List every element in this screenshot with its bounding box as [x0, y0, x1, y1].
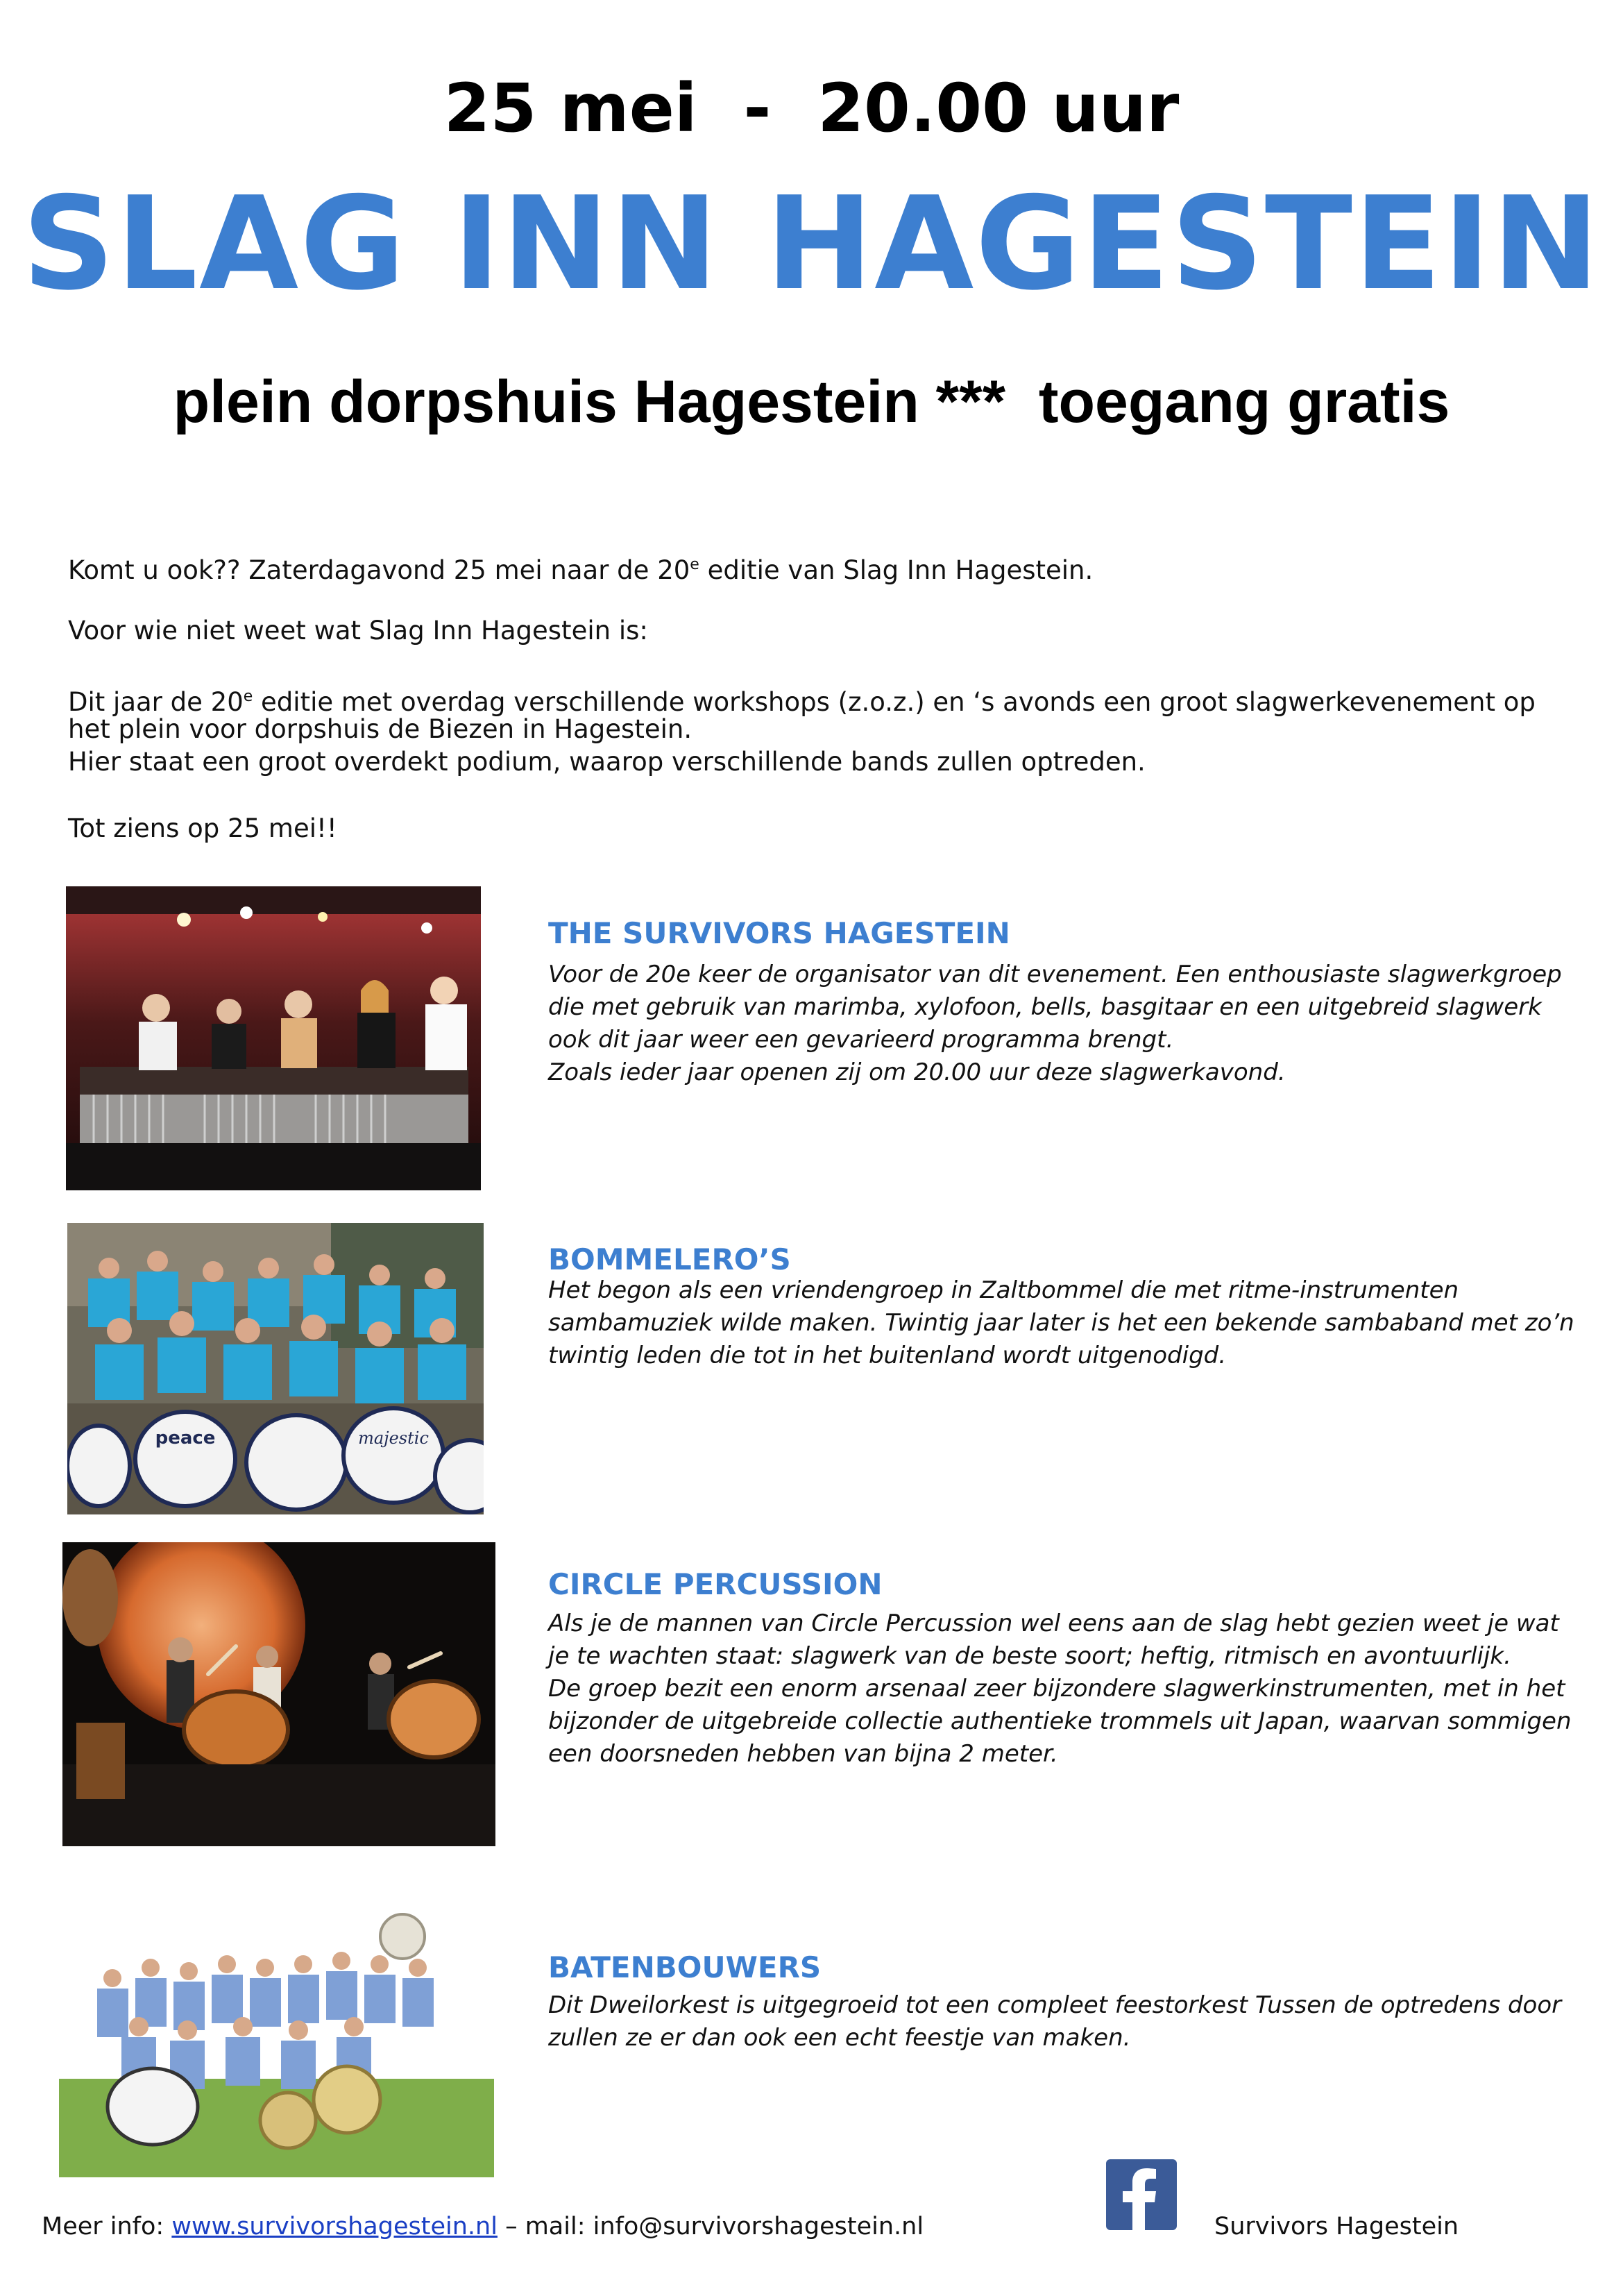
band-title-batenbouwers: BATENBOUWERS — [548, 1950, 822, 1984]
survivors-photo — [66, 886, 481, 1190]
intro-line-4: het plein voor dorpshuis de Biezen in Hagestein. — [68, 714, 692, 744]
band-desc-circle-percussion: Als je de mannen van Circle Percussion wel eens aan de slag hebt gezien weet je wat je te wachten staat: slagwerk van de beste soort; heftig, ritmisch en avontuurlijk. De groep bezit een enorm arsenaal zeer bijzondere slagwerkinstrumenten, met in het bijzonder de uitgebreide collectie authentieke trommels uit Japan, waarvan sommigen een doorsneden hebben van bijna 2 meter. — [548, 1610, 1572, 1768]
facebook-page-name: Survivors Hagestein — [1214, 2213, 1459, 2240]
intro-line-3: Dit jaar de 20e editie met overdag verschillende workshops (z.o.z.) en ‘s avonds een groot slagwerkevenement op — [68, 687, 1536, 717]
footer-prefix: Meer info: — [42, 2213, 172, 2240]
batenbouwers-photo — [59, 1905, 494, 2177]
intro-line-5: Hier staat een groot overdekt podium, waarop verschillende bands zullen optreden. — [68, 747, 1146, 777]
footer-info — [42, 2213, 924, 2240]
band-title-bommeleros: BOMMELERO’S — [548, 1242, 791, 1276]
band-desc-batenbouwers: Dit Dweilorkest is uitgegroeid tot een compleet feestorkest Tussen de optredens door zullen ze er dan ook een echt feestje van maken. — [548, 1991, 1562, 2052]
band-title-circle-percussion: CIRCLE PERCUSSION — [548, 1567, 883, 1601]
footer-mail: – mail: info@survivorshagestein.nl — [497, 2213, 924, 2240]
intro-line-2: Voor wie niet weet wat Slag Inn Hagestein is: — [68, 616, 648, 645]
facebook-icon[interactable] — [1106, 2159, 1177, 2230]
website-link[interactable]: www.survivorshagestein.nl — [171, 2213, 498, 2240]
drum-label-peace: peace — [155, 1428, 216, 1449]
circle-percussion-photo — [62, 1542, 495, 1846]
band-desc-bommeleros: Het begon als een vriendengroep in Zaltbommel die met ritme-instrumenten sambamuziek wilde maken. Twintig jaar later is het een bekende sambaband met zo’n twintig leden die tot in het buitenland wordt uitgenodigd. — [548, 1276, 1574, 1369]
event-subtitle: plein dorpshuis Hagestein *** toegang gratis — [173, 369, 1450, 435]
band-title-survivors: THE SURVIVORS HAGESTEIN — [548, 916, 1010, 950]
event-title: SLAG INN HAGESTEIN — [22, 169, 1601, 319]
bommeleros-photo — [67, 1223, 484, 1514]
intro-line-6: Tot ziens op 25 mei!! — [68, 813, 337, 843]
band-desc-survivors: Voor de 20e keer de organisator van dit evenement. Een enthousiaste slagwerkgroep die met gebruik van marimba, xylofoon, bells, basgitaar en een uitgebreid slagwerk ook dit jaar weer een gevarieerd programma brengt. Zoals ieder jaar openen zij om 20.00 uur deze slagwerkavond. — [548, 961, 1562, 1086]
event-date-time: 25 mei - 20.00 uur — [443, 69, 1180, 147]
intro-line-1: Komt u ook?? Zaterdagavond 25 mei naar de 20e editie van Slag Inn Hagestein. — [68, 555, 1094, 585]
drum-label-majestic: majestic — [358, 1428, 429, 1448]
